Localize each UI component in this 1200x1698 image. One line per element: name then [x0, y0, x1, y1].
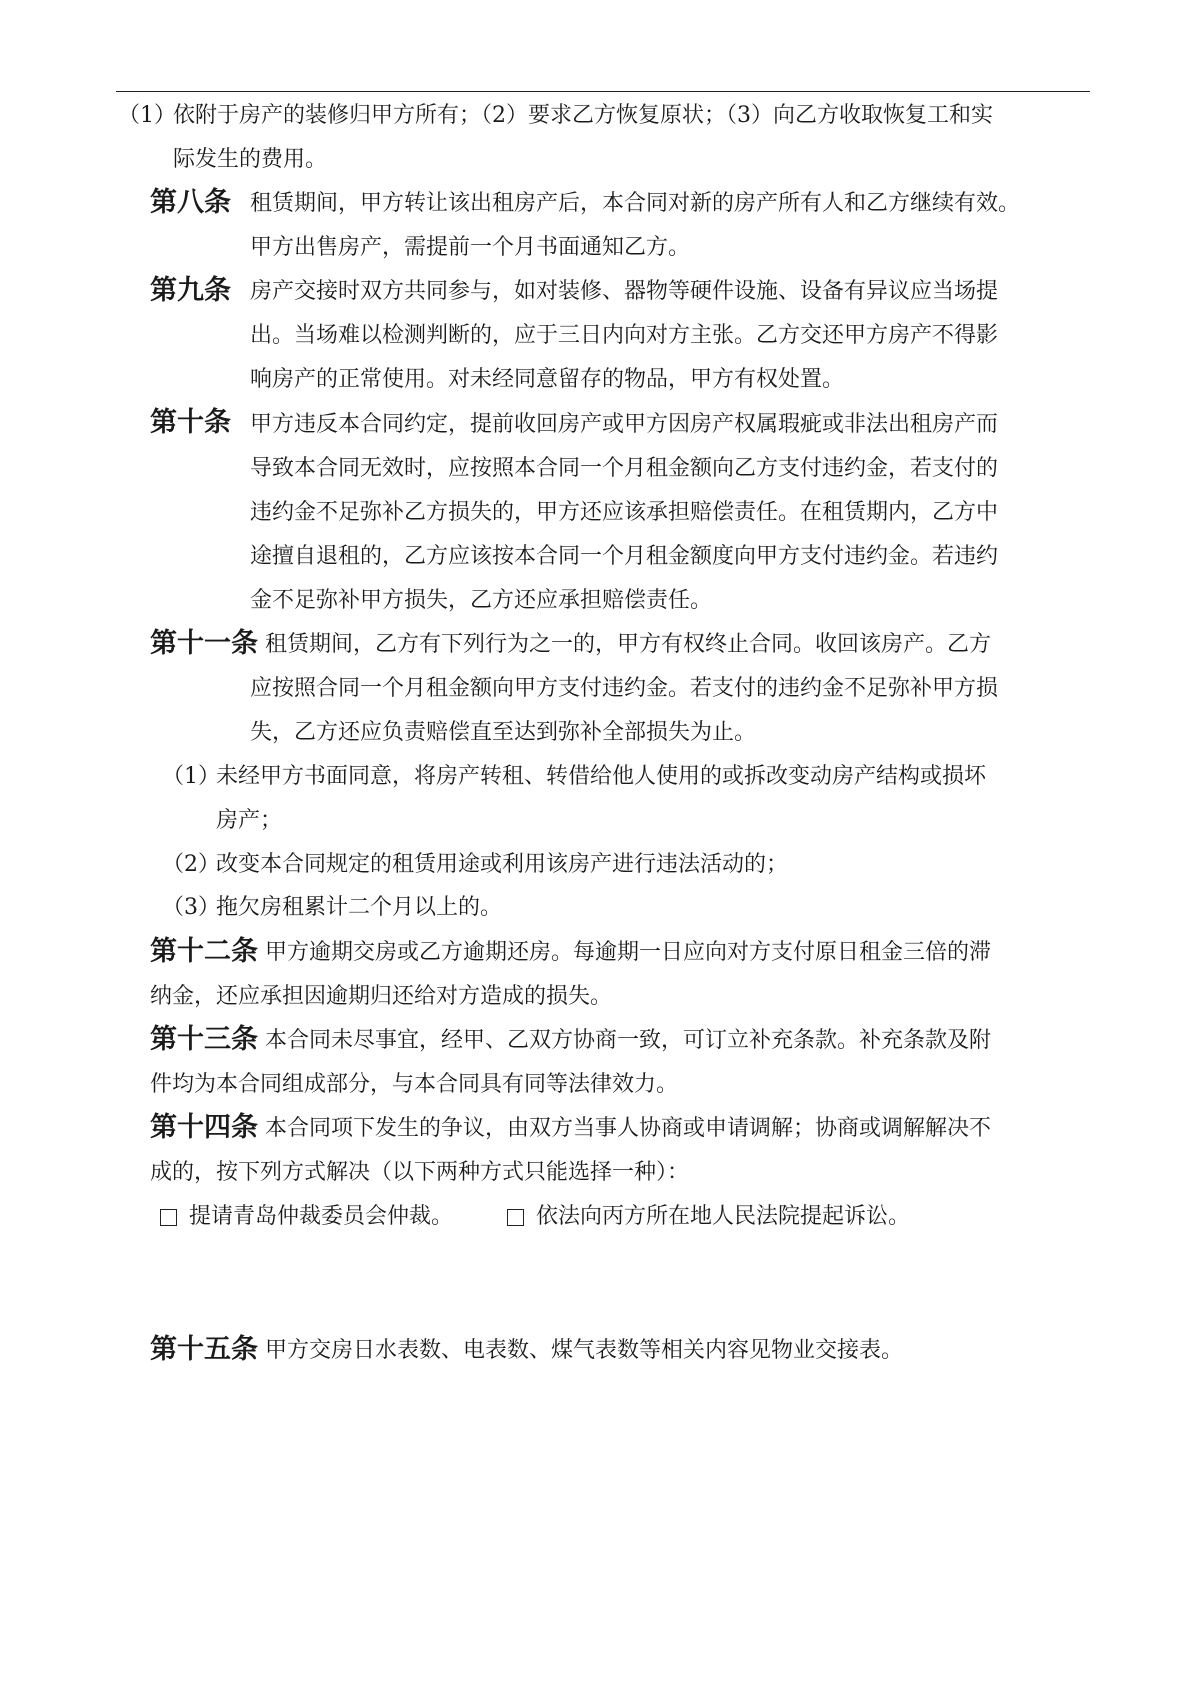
article-8-title: 第八条	[150, 187, 231, 218]
article-9-line-3: 响房产的正常使用。对未经同意留存的物品，甲方有权处置。	[250, 367, 845, 392]
article-13-line-1: 本合同未尽事宜，经甲、乙双方协商一致，可订立补充条款。补充条款及附	[265, 1028, 992, 1053]
option-1-checkbox[interactable]	[160, 1209, 177, 1226]
article-12-title: 第十二条	[150, 936, 258, 967]
intro-line-1: 依附于房产的装修归甲方所有；（2）要求乙方恢复原状；（3）向乙方收取恢复工和实	[173, 103, 993, 128]
header-rule	[116, 91, 1090, 92]
article-13-title: 第十三条	[150, 1024, 258, 1055]
article-13-line-2: 件均为本合同组成部分，与本合同具有同等法律效力。	[150, 1072, 679, 1097]
article-10-line-2: 导致本合同无效时，应按照本合同一个月租金额向乙方支付违约金，若支付的	[250, 456, 999, 481]
article-11-line-2: 应按照合同一个月租金额向甲方支付违约金。若支付的违约金不足弥补甲方损	[250, 676, 999, 701]
option-2-checkbox[interactable]	[507, 1209, 524, 1226]
article-12-line-2: 纳金，还应承担因逾期归还给对方造成的损失。	[150, 984, 613, 1009]
article-14-line-1: 本合同项下发生的争议，由双方当事人协商或申请调解；协商或调解解决不	[265, 1116, 992, 1141]
article-11-line-1: 租赁期间，乙方有下列行为之一的，甲方有权终止合同。收回该房产。乙方	[265, 632, 992, 657]
article-9-line-2: 出。当场难以检测判断的，应于三日内向对方主张。乙方交还甲方房产不得影	[250, 323, 999, 348]
article-11-item-3-number: （3）	[162, 895, 220, 920]
article-8-line-1: 租赁期间，甲方转让该出租房产后，本合同对新的房产所有人和乙方继续有效。	[250, 191, 1021, 216]
option-1-label: 提请青岛仲裁委员会仲裁。	[189, 1204, 454, 1229]
article-15-title: 第十五条	[150, 1334, 258, 1365]
article-10-title: 第十条	[150, 407, 231, 438]
article-10-line-3: 违约金不足弥补乙方损失的，甲方还应该承担赔偿责任。在租赁期内，乙方中	[250, 500, 999, 525]
article-10-line-1: 甲方违反本合同约定，提前收回房产或甲方因房产权属瑕疵或非法出租房产而	[250, 412, 999, 437]
article-11-item-3-line-1: 拖欠房租累计二个月以上的。	[216, 895, 503, 920]
article-14-line-2: 成的，按下列方式解决（以下两种方式只能选择一种）：	[150, 1160, 690, 1185]
option-2-label: 依法向丙方所在地人民法院提起诉讼。	[536, 1204, 911, 1229]
article-11-title: 第十一条	[150, 628, 258, 659]
article-12-line-1: 甲方逾期交房或乙方逾期还房。每逾期一日应向对方支付原日租金三倍的滞	[265, 940, 992, 965]
article-8-line-2: 甲方出售房产，需提前一个月书面通知乙方。	[250, 235, 691, 260]
article-9-title: 第九条	[150, 275, 231, 306]
article-11-item-1-line-1: 未经甲方书面同意，将房产转租、转借给他人使用的或拆改变动房产结构或损坏	[216, 764, 987, 789]
article-10-line-4: 途擅自退租的，乙方应该按本合同一个月租金额度向甲方支付违约金。若违约	[250, 544, 999, 569]
article-14-title: 第十四条	[150, 1112, 258, 1143]
article-11-item-2-line-1: 改变本合同规定的租赁用途或利用该房产进行违法活动的；	[216, 852, 789, 877]
article-11-item-1-line-2: 房产；	[216, 808, 283, 833]
article-10-line-5: 金不足弥补甲方损失，乙方还应承担赔偿责任。	[250, 588, 713, 613]
intro-number: （1）	[118, 103, 176, 128]
article-11-line-3: 失，乙方还应负责赔偿直至达到弥补全部损失为止。	[250, 720, 757, 745]
article-9-line-1: 房产交接时双方共同参与，如对装修、器物等硬件设施、设备有异议应当场提	[250, 279, 999, 304]
article-15-line-1: 甲方交房日水表数、电表数、煤气表数等相关内容见物业交接表。	[265, 1338, 904, 1363]
article-11-item-2-number: （2）	[162, 852, 220, 877]
intro-line-2: 际发生的费用。	[173, 147, 328, 172]
article-11-item-1-number: （1）	[162, 764, 220, 789]
